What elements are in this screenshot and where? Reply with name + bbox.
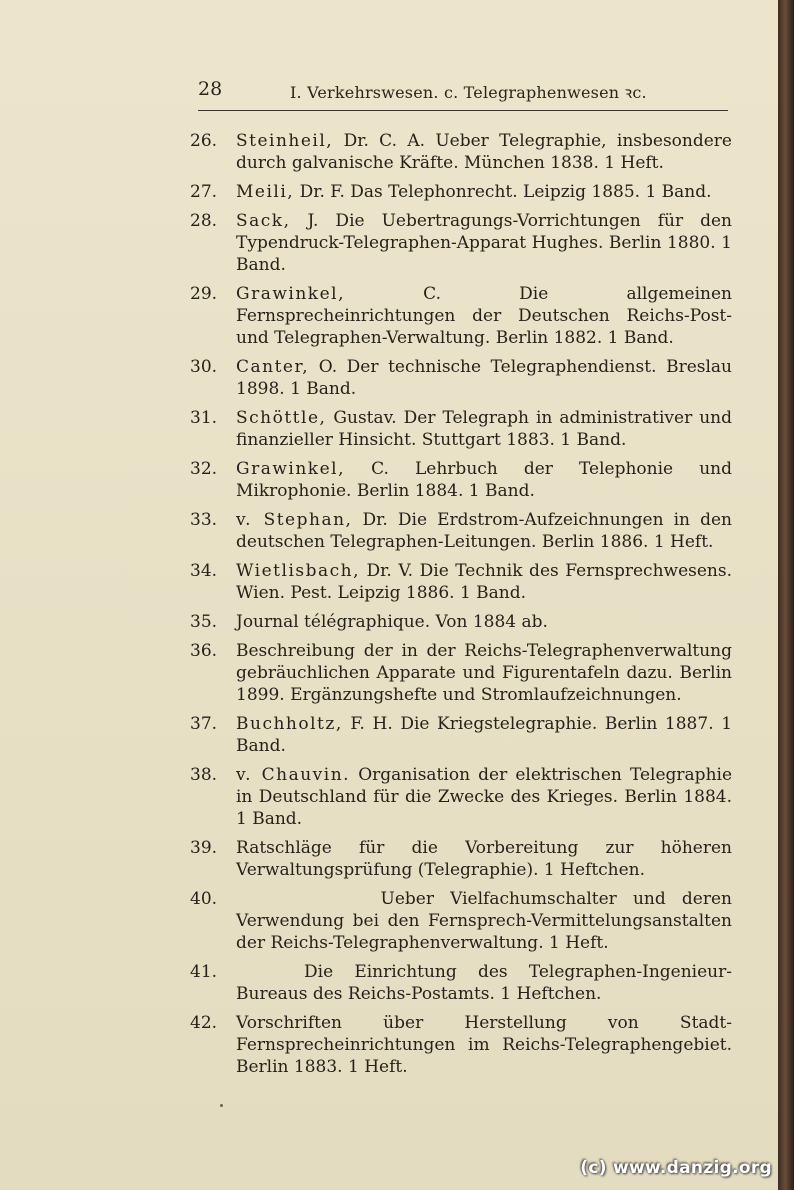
bibliography-list (190, 130, 732, 1085)
entry-author: Steinheil, (236, 131, 334, 151)
entry-text (236, 560, 732, 604)
entry-author: v. Chauvin. (236, 765, 351, 785)
entry-number: 40. (190, 889, 218, 909)
entry-number: 30. (190, 357, 218, 377)
entry-body: C. Die allgemeinen Fernsprecheinrichtungen der Deutschen Reichs-Post- und Telegraphen-Verwaltung. Berlin 1882. 1 Band. (236, 284, 732, 348)
entry-body: Organisation der elektrischen Telegraphie in Deutschland für die Zwecke des Krieges. Berlin 1884. 1 Band. (236, 765, 733, 829)
running-head (198, 76, 728, 111)
entry-body: Dr. Die Erdstrom-Aufzeichnungen in den deutschen Telegraphen-Leitungen. Berlin 1886. 1 Heft. (236, 510, 732, 552)
list-item (190, 509, 732, 553)
entry-text (236, 210, 732, 276)
entry-number: 33. (190, 510, 218, 530)
entry-text: Ueber Vielfachumschalter und deren Verwendung bei den Fernsprech-Vermittelungsanstalten der Reichs-Telegraphenverwaltung. 1 Heft. (236, 889, 732, 953)
watermark: (c) www.danzig.org (580, 1158, 772, 1178)
entry-number: 31. (190, 408, 218, 428)
entry-author: v. Stephan, (236, 510, 353, 530)
list-item (190, 611, 732, 633)
list-item (190, 283, 732, 349)
entry-text (236, 509, 732, 553)
list-item (190, 181, 732, 203)
entry-author: Schöttle, (236, 408, 327, 428)
entry-author: Grawinkel, (236, 459, 345, 479)
entry-author: Meili, (236, 182, 295, 202)
entry-author: Sack, (236, 211, 291, 231)
entry-author: Wietlisbach, (236, 561, 360, 581)
entry-body: Dr. F. Das Telephonrecht. Leipzig 1885. 1 Band. (299, 182, 712, 202)
list-item (190, 130, 732, 174)
list-item (190, 356, 732, 400)
entry-author: Canter, (236, 357, 310, 377)
entry-text (236, 130, 732, 174)
entry-number: 28. (190, 211, 218, 231)
entry-body: J. Die Uebertragungs-Vorrichtungen für den Typendruck-Telegraphen-Apparat Hughes. Berlin 1880. 1 Band. (236, 211, 733, 275)
list-item (190, 560, 732, 604)
entry-body: O. Der technische Telegraphendienst. Breslau 1898. 1 Band. (236, 357, 733, 399)
entry-text: Beschreibung der in der Reichs-Telegraphenverwaltung gebräuchlichen Apparate und Figurentafeln dazu. Berlin 1899. Ergänzungshefte und Stromlaufzeichnungen. (236, 641, 732, 705)
entry-body: Dr. V. Die Technik des Fernsprechwesens. Wien. Pest. Leipzig 1886. 1 Band. (236, 561, 732, 603)
entry-number: 32. (190, 459, 218, 479)
list-item (190, 837, 732, 881)
page-number: 28 (198, 78, 223, 100)
list-item (190, 713, 732, 757)
entry-body: F. H. Die Kriegstelegraphie. Berlin 1887. 1 Band. (236, 714, 733, 756)
entry-number: 36. (190, 641, 218, 661)
entry-text: Ratschläge für die Vorbereitung zur höheren Verwaltungsprüfung (Telegraphie). 1 Heftchen. (236, 838, 732, 880)
entry-text: Vorschriften über Herstellung von Stadt-Fernsprecheinrichtungen im Reichs-Telegraphengebiet. Berlin 1883. 1 Heft. (236, 1013, 732, 1077)
entry-number: 29. (190, 284, 218, 304)
entry-text (236, 356, 732, 400)
entry-number: 35. (190, 612, 218, 632)
entry-number: 26. (190, 131, 218, 151)
entry-text (236, 713, 732, 757)
list-item (190, 210, 732, 276)
list-item (190, 458, 732, 502)
entry-number: 27. (190, 182, 218, 202)
entry-body: C. Lehrbuch der Telephonie und Mikrophonie. Berlin 1884. 1 Band. (236, 459, 732, 501)
entry-number: 39. (190, 838, 218, 858)
list-item (190, 764, 732, 830)
entry-text (236, 283, 732, 349)
running-head-title: I. Verkehrswesen. c. Telegraphenwesen ꝛc. (290, 83, 647, 102)
entry-number: 37. (190, 714, 218, 734)
entry-text (236, 407, 732, 451)
entry-number: 34. (190, 561, 218, 581)
entry-body: Gustav. Der Telegraph in administrativer und finanzieller Hinsicht. Stuttgart 1883. 1 Band. (236, 408, 732, 450)
ink-speck (220, 1104, 223, 1107)
entry-author: Grawinkel, (236, 284, 345, 304)
entry-number: 41. (190, 962, 218, 982)
entry-number: 42. (190, 1013, 218, 1033)
entry-text: Journal télégraphique. Von 1884 ab. (236, 612, 548, 632)
book-spine-edge (778, 0, 794, 1190)
list-item (190, 407, 732, 451)
list-item (190, 640, 732, 706)
entry-number: 38. (190, 765, 218, 785)
entry-author: Buchholtz, (236, 714, 343, 734)
list-item (190, 961, 732, 1005)
list-item (190, 888, 732, 954)
entry-text: Die Einrichtung des Telegraphen-Ingenieur-Bureaus des Reichs-Postamts. 1 Heftchen. (236, 962, 732, 1004)
entry-text (236, 764, 732, 830)
entry-body: Dr. C. A. Ueber Telegraphie, insbesondere durch galvanische Kräfte. München 1838. 1 Heft. (236, 131, 732, 173)
entry-text (236, 458, 732, 502)
entry-text (236, 181, 732, 203)
list-item (190, 1012, 732, 1078)
